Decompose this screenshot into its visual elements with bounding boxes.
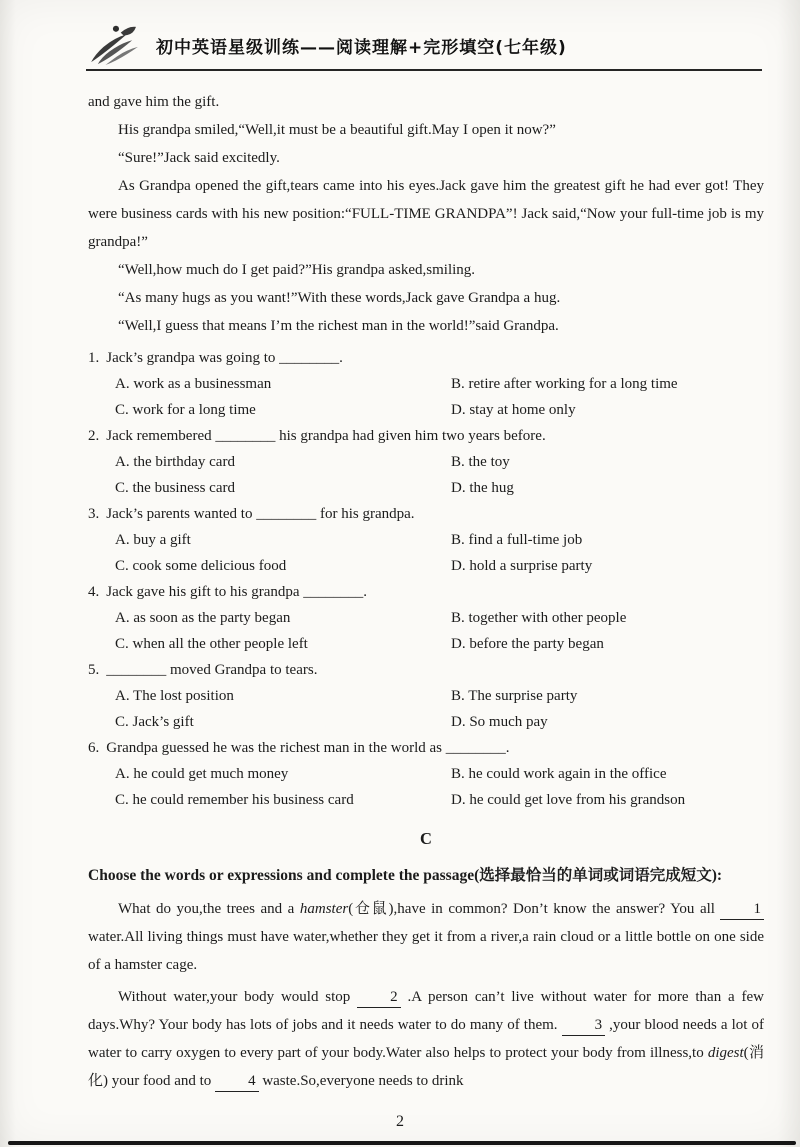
cloze-text: water.All living things must have water,whether they get it from a river,a rain cloud or a little bottle on one side of a hamster cage. — [88, 929, 764, 973]
question-options — [88, 605, 764, 657]
question-item — [88, 657, 764, 735]
answer-option: D. hold a surprise party — [451, 558, 593, 574]
cloze-text: .A person can’t live without water for more than a few days.Why? Your body has lots of jobs and it needs water to do many of them. — [88, 989, 764, 1033]
question-stem — [88, 345, 764, 371]
question-item — [88, 735, 764, 813]
leaf-book-logo-icon — [86, 24, 144, 66]
question-number: 2. — [88, 428, 100, 444]
question-number: 1. — [88, 350, 100, 366]
answer-option: D. the hug — [451, 480, 514, 496]
answer-option: C. he could remember his business card — [115, 792, 354, 808]
italic-term: digest — [707, 1045, 744, 1061]
page-content — [88, 88, 764, 1095]
question-options — [88, 449, 764, 501]
section-c-instruction: Choose the words or expressions and complete the passage(选择最恰当的单词或词语完成短文): — [88, 867, 723, 884]
answer-option: D. before the party began — [451, 636, 604, 652]
answer-option: A. the birthday card — [115, 454, 235, 470]
answer-option: A. work as a businessman — [115, 376, 272, 392]
question-stem — [88, 735, 764, 761]
question-item — [88, 501, 764, 579]
answer-option: C. cook some delicious food — [115, 558, 287, 574]
question-stem-text: Grandpa guessed he was the richest man in the world as ________. — [106, 740, 510, 756]
answer-option: A. as soon as the party began — [115, 610, 291, 626]
cloze-paragraph — [88, 895, 764, 979]
answer-option: B. he could work again in the office — [451, 766, 667, 782]
question-options — [88, 761, 764, 813]
answer-option: D. he could get love from his grandson — [451, 792, 686, 808]
answer-option: A. he could get much money — [115, 766, 289, 782]
passage-paragraph: and gave him the gift. — [88, 94, 220, 110]
answer-option: C. work for a long time — [115, 402, 256, 418]
cloze-passage — [88, 895, 764, 1095]
page-footer — [0, 1113, 800, 1131]
passage-paragraph: “Sure!”Jack said excitedly. — [118, 150, 280, 166]
cloze-blank: 2 — [357, 989, 401, 1008]
passage-paragraph: “As many hugs as you want!”With these words,Jack gave Grandpa a hug. — [118, 290, 561, 306]
answer-option: B. The surprise party — [451, 688, 578, 704]
answer-option: D. So much pay — [451, 714, 548, 730]
section-c-heading: C — [420, 829, 432, 848]
answer-option: B. the toy — [451, 454, 510, 470]
question-list — [88, 345, 764, 813]
question-options — [88, 371, 764, 423]
question-stem-text: Jack’s parents wanted to ________ for his grandpa. — [106, 506, 415, 522]
book-title: 初中英语星级训练——阅读理解+完形填空(七年级) — [156, 37, 567, 58]
page-number: 2 — [396, 1113, 404, 1130]
question-number: 3. — [88, 506, 100, 522]
passage-paragraph: As Grandpa opened the gift,tears came into his eyes.Jack gave him the greatest gift he had ever got! They were business cards with his new position:“FULL-TIME GRANDPA”! Jack said,“Now your full-time job is my grandpa!” — [88, 178, 764, 250]
question-item — [88, 579, 764, 657]
question-number: 5. — [88, 662, 100, 678]
answer-option: B. find a full-time job — [451, 532, 583, 548]
reading-passage — [88, 88, 764, 340]
answer-option: B. together with other people — [451, 610, 627, 626]
answer-option: C. when all the other people left — [115, 636, 308, 652]
question-stem-text: Jack gave his gift to his grandpa ________. — [106, 584, 368, 600]
question-item — [88, 345, 764, 423]
cloze-blank: 4 — [215, 1073, 259, 1092]
answer-option: D. stay at home only — [451, 402, 576, 418]
question-item — [88, 423, 764, 501]
cloze-blank: 3 — [562, 1017, 606, 1036]
question-stem-text: Jack’s grandpa was going to ________. — [106, 350, 343, 366]
cloze-text: ,your blood needs a lot of water to carry oxygen to every part of your body.Water also helps to protect your body from illness,to — [88, 1017, 764, 1061]
passage-paragraph: His grandpa smiled,“Well,it must be a beautiful gift.May I open it now?” — [118, 122, 556, 138]
question-stem — [88, 501, 764, 527]
scan-bottom-edge — [8, 1141, 796, 1145]
question-stem-text: ________ moved Grandpa to tears. — [106, 662, 318, 678]
question-stem-text: Jack remembered ________ his grandpa had given him two years before. — [106, 428, 546, 444]
answer-option: B. retire after working for a long time — [451, 376, 678, 392]
header-rule — [86, 69, 762, 71]
cloze-paragraph — [88, 983, 764, 1095]
question-options — [88, 527, 764, 579]
answer-option: C. Jack’s gift — [115, 714, 194, 730]
cloze-text: (消化) your food and to — [88, 1045, 765, 1089]
cloze-blank: 1 — [720, 901, 764, 920]
question-number: 6. — [88, 740, 100, 756]
question-stem — [88, 423, 764, 449]
cloze-text: (仓鼠),have in common? Don’t know the answer? You all — [348, 901, 721, 917]
italic-term: hamster — [299, 901, 349, 917]
cloze-text: What do you,the trees and a — [118, 901, 300, 917]
passage-paragraph: “Well,how much do I get paid?”His grandpa asked,smiling. — [118, 262, 476, 278]
question-number: 4. — [88, 584, 100, 600]
answer-option: A. buy a gift — [115, 532, 191, 548]
answer-option: C. the business card — [115, 480, 235, 496]
answer-option: A. The lost position — [115, 688, 234, 704]
passage-paragraph: “Well,I guess that means I’m the richest man in the world!”said Grandpa. — [118, 318, 559, 334]
cloze-text: Without water,your body would stop — [118, 989, 358, 1005]
question-stem — [88, 657, 764, 683]
question-options — [88, 683, 764, 735]
question-stem — [88, 579, 764, 605]
cloze-text: waste.So,everyone needs to drink — [258, 1073, 464, 1089]
page-header — [86, 24, 762, 71]
